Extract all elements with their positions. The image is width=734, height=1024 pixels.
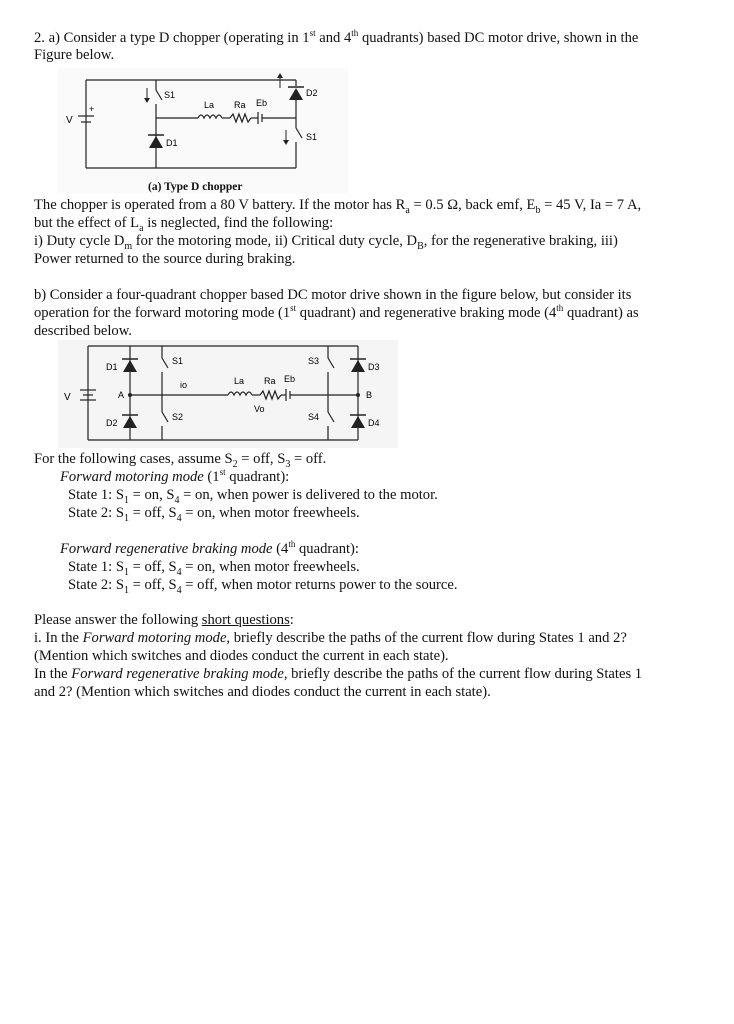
label-b: B — [366, 390, 373, 400]
label-v-b: V — [64, 392, 71, 403]
short-questions-intro: Please answer the following short questions: — [34, 612, 294, 628]
label-s1-left: S1 — [164, 90, 176, 100]
q2a-intro-line1: 2. a) Consider a type D chopper (operating in 1st and 4th quadrants) based DC motor drive, shown in the — [34, 28, 639, 46]
label-s3-b: S3 — [308, 356, 320, 366]
cases-line: For the following cases, assume $S_2$ = off, $S_3$ = off. — [34, 451, 327, 470]
short-question-ii-line2: and 2? (Mention which switches and diodes conduct the current in each state). — [34, 684, 491, 700]
label-la-b: La — [234, 376, 245, 386]
motoring-title: Forward motoring mode (1st quadrant): — [60, 467, 290, 485]
label-d2-b: D2 — [106, 418, 118, 428]
label-v: V — [66, 115, 73, 126]
label-eb: Eb — [256, 98, 268, 108]
q2b-line2: operation for the forward motoring mode (1st quadrant) and regenerative braking mode (4th quadrant) as — [34, 303, 639, 321]
label-d4-b: D4 — [368, 418, 380, 428]
braking-state1: State 1: $S_1$ = off, $S_4$ = on, when motor freewheels. — [68, 559, 360, 578]
type-d-chopper-figure — [58, 68, 348, 193]
q2a-intro-line2: Figure below. — [34, 47, 115, 63]
figure-caption: (a) Type D chopper — [148, 181, 243, 193]
q2b-line3: described below. — [34, 323, 132, 339]
label-s2-b: S2 — [172, 412, 184, 422]
label-d3-b: D3 — [368, 362, 380, 372]
q2a-questions-line: i) Duty cycle $D_m$ for the motoring mode, ii) Critical duty cycle, $D_B$, for the regenerative braking, iii) — [34, 233, 618, 252]
label-ra-b: Ra — [264, 376, 276, 386]
label-plus: + — [89, 104, 95, 114]
label-a: A — [118, 390, 125, 400]
label-la: La — [204, 100, 215, 110]
braking-state2: State 2: $S_1$ = off, $S_4$ = off, when motor returns power to the source. — [68, 577, 458, 596]
label-eb-b: Eb — [284, 374, 296, 384]
braking-title: Forward regenerative braking mode (4th quadrant): — [60, 539, 359, 557]
label-s4-b: S4 — [308, 412, 320, 422]
label-io: io — [180, 380, 188, 390]
q2a-questions-line2: Power returned to the source during braking. — [34, 251, 296, 267]
short-question-i: i. In the Forward motoring mode, briefly describe the paths of the current flow during States 1 and 2? — [34, 630, 627, 646]
q2b-line1: b) Consider a four-quadrant chopper based DC motor drive shown in the figure below, but consider its — [34, 287, 632, 303]
label-ra: Ra — [234, 100, 246, 110]
four-quadrant-chopper-figure — [58, 340, 398, 448]
label-d2: D2 — [306, 88, 318, 98]
label-s1-right: S1 — [306, 132, 318, 142]
label-s1-b: S1 — [172, 356, 184, 366]
label-d1: D1 — [166, 138, 178, 148]
label-vo: Vo — [254, 404, 265, 414]
motoring-state2: State 2: $S_1$ = off, $S_4$ = on, when motor freewheels. — [68, 505, 360, 524]
q2a-body-line2: but the effect of $L_a$ is neglected, find the following: — [34, 215, 334, 234]
short-question-ii: In the Forward regenerative braking mode, briefly describe the paths of the current flow during States 1 — [34, 666, 643, 682]
label-d1-b: D1 — [106, 362, 118, 372]
motoring-state1: State 1: $S_1$ = on, $S_4$ = on, when power is delivered to the motor. — [68, 487, 438, 506]
short-question-i-line2: (Mention which switches and diodes conduct the current in each state). — [34, 648, 449, 664]
q2a-body-line1: The chopper is operated from a 80 V battery. If the motor has $R_a = 0.5$ Ω, back emf, $E_b = 45$ V, Ia = 7 A, — [34, 197, 642, 216]
